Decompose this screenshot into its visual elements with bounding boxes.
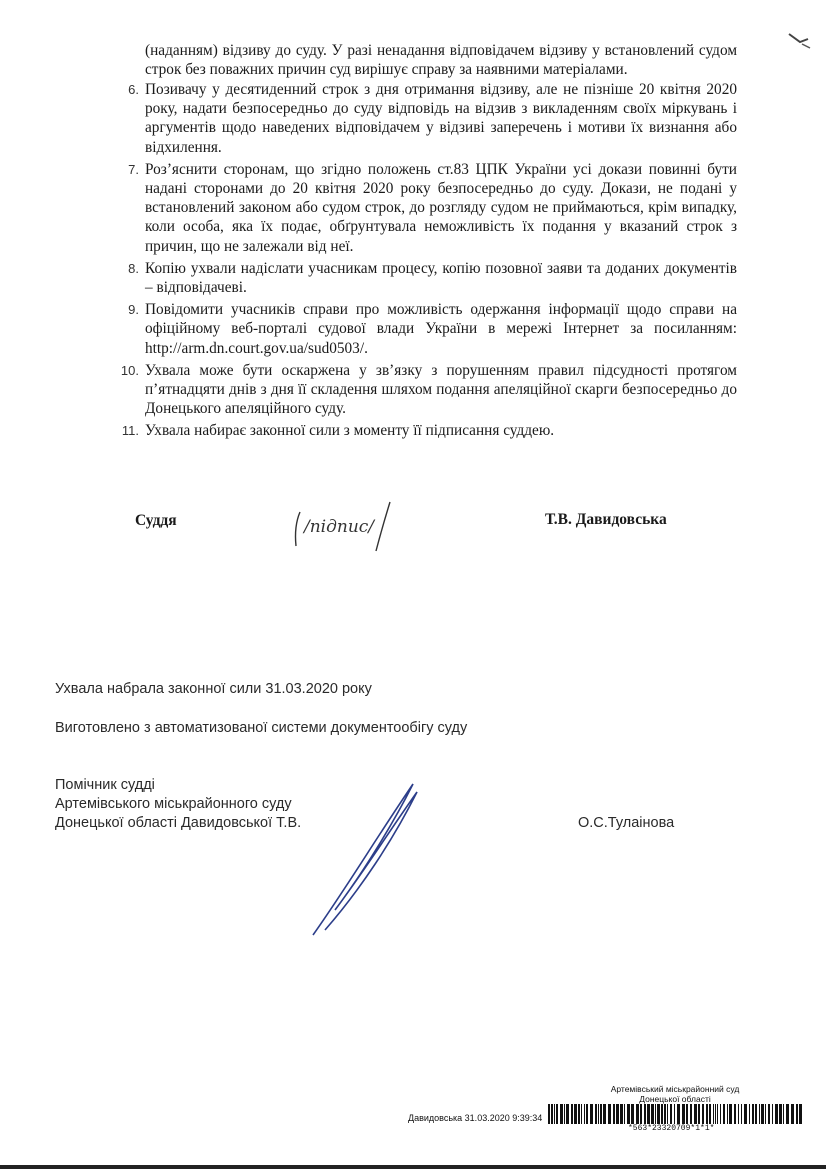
item-number: 8. <box>128 260 139 276</box>
continuation-paragraph: (наданням) відзиву до суду. У разі ненадання відповідачем відзиву у встановлений судом строк без поважних причин суд вирішує справу за наявними матеріалами. <box>145 42 737 79</box>
item-text: Ухвала набирає законної сили з моменту її підписання суддею. <box>145 422 555 440</box>
item-number: 6. <box>128 82 139 97</box>
item-text: Позивачу у десятиденний строк з дня отримання відзиву, але не пізніше 20 квітня 2020 року, надати безпосередньо до суду відповідь на відзив з викладенням своїх міркувань і аргументів щодо наведених відповідачем у відзиві заперечень і мотиви їх визнання або відхилення. <box>145 81 737 156</box>
assistant-name: О.С.Тулаінова <box>578 815 675 831</box>
decision-item <box>120 361 737 419</box>
barcode <box>548 1104 802 1124</box>
item-text: Ухвала може бути оскаржена у зв’язку з порушенням правил підсудності протягом п’ятнадцяти днів з дня її складення шляхом подання апеляційної скарги безпосередньо до Донецького апеляційного суду. <box>145 361 737 418</box>
item-text: Повідомити учасників справи про можливість одержання інформації щодо справи на офіційному веб-порталі судової влади України в мережі Інтернет за посиланням: http://arm.dn.court.gov.ua/sud0503/. <box>145 301 737 357</box>
decision-item <box>128 259 737 297</box>
generated-note: Виготовлено з автоматизованої системи документообігу суду <box>55 720 468 736</box>
assistant-signature <box>305 780 425 940</box>
item-text: Роз’яснити сторонам, що згідно положень ст.83 ЦПК України усі докази повинні бути надані сторонами до 20 квітня 2020 року безпосередньо до суду. Докази, не подані у встановлений законом або судом строк, до розгляду судом не приймаються, крім випадку, коли особа, яка їх подає, обґрунтувала неможливість їх подання у вказаний строк з причин, що не залежали від неї. <box>145 160 737 255</box>
effective-date-note: Ухвала набрала законної сили 31.03.2020 року <box>55 681 372 697</box>
decision-item <box>128 160 737 256</box>
staple-mark-icon <box>786 30 812 50</box>
judge-label: Суддя <box>135 512 177 529</box>
judge-signature <box>290 498 400 553</box>
item-number: 9. <box>128 302 139 318</box>
item-number: 11. <box>121 423 139 439</box>
decision-item <box>121 421 737 440</box>
barcode-number: *563*23320709*1*1* <box>628 1124 715 1133</box>
assistant-court: Артемівського міськрайонного суду <box>55 796 292 812</box>
stamp-date: Давидовська 31.03.2020 9:39:34 <box>408 1113 543 1123</box>
assistant-region: Донецької області Давидовської Т.В. <box>55 815 302 831</box>
judge-name: Т.В. Давидовська <box>545 511 667 528</box>
item-text: Копію ухвали надіслати учасникам процесу, копію позовної заяви та доданих документів – відповідачеві. <box>145 259 737 297</box>
decision-item <box>128 80 737 157</box>
scan-edge <box>0 1165 826 1169</box>
decision-list <box>120 80 737 444</box>
stamp-court-line2: Донецької області <box>639 1094 711 1104</box>
item-number: 10. <box>120 362 139 378</box>
item-number: 7. <box>128 161 139 177</box>
decision-item <box>128 300 737 358</box>
stamp-court-line1: Артемівський міськрайонний суд <box>610 1084 740 1094</box>
svg-text:/підпис/: /підпис/ <box>304 517 375 537</box>
assistant-title: Помічник судді <box>55 777 155 793</box>
court-stamp <box>600 1084 750 1104</box>
